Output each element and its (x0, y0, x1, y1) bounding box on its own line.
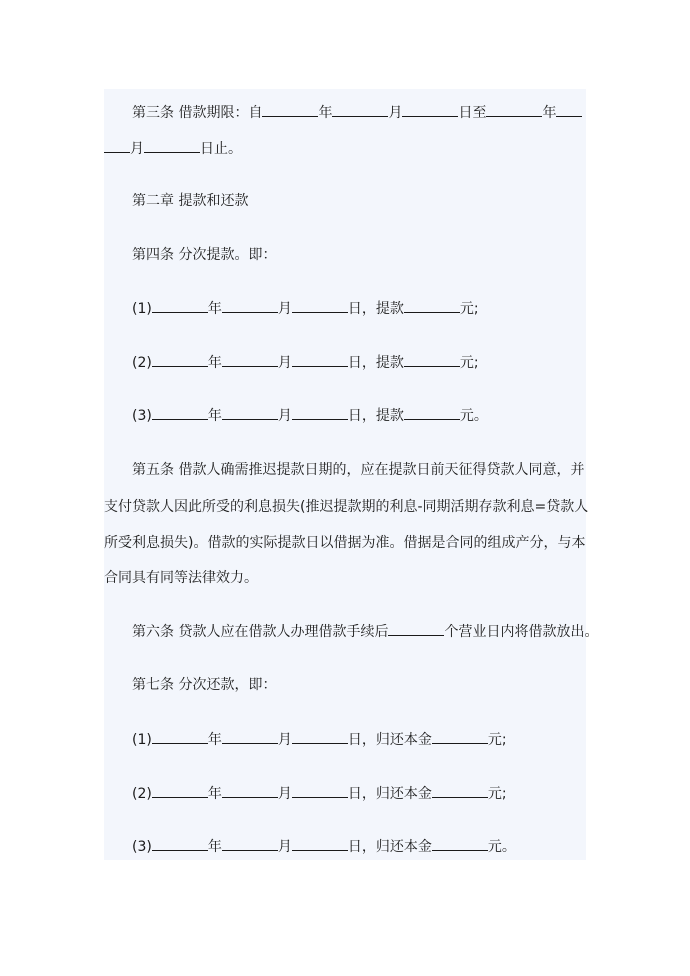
blank-field (292, 783, 348, 798)
year-label: 年 (207, 301, 222, 317)
blank-field (388, 621, 444, 636)
item-number: (1) (132, 301, 152, 317)
blank-field (222, 298, 278, 313)
month-label: 月 (277, 839, 292, 855)
blank-field (222, 405, 278, 420)
item-number: (1) (132, 732, 152, 748)
blank-field (432, 729, 488, 744)
drawdown-item-3 (132, 405, 488, 426)
year-label: 年 (542, 105, 557, 121)
blank-field (404, 352, 460, 367)
blank-field (152, 298, 208, 313)
chapter-2-heading: 第二章 提款和还款 (132, 193, 249, 209)
month-label: 月 (388, 105, 403, 121)
day-end-label: 日止。 (200, 141, 242, 157)
blank-field (432, 783, 488, 798)
year-label: 年 (207, 408, 222, 424)
drawdown-item-1 (132, 298, 479, 319)
article-3-line-1 (132, 102, 582, 123)
unit-label: 元; (459, 355, 479, 371)
blank-field (486, 102, 542, 117)
year-label: 年 (207, 732, 222, 748)
blank-field (292, 298, 348, 313)
blank-field (222, 729, 278, 744)
unit-label: 元; (487, 786, 507, 802)
blank-field (404, 298, 460, 313)
blank-field (404, 405, 460, 420)
day-repay-label: 日，归还本金 (347, 786, 432, 802)
blank-field (222, 783, 278, 798)
article-6 (132, 621, 598, 642)
blank-field (152, 729, 208, 744)
blank-field (262, 102, 318, 117)
article-5-line-2: 支付贷款人因此所受的利息损失(推迟提款期的利息-同期活期存款利息=贷款人 (104, 499, 589, 515)
blank-field (152, 352, 208, 367)
blank-field (292, 352, 348, 367)
blank-field (402, 102, 458, 117)
item-number: (2) (132, 786, 152, 802)
blank-field (292, 836, 348, 851)
repayment-item-3 (132, 836, 516, 857)
unit-label: 元; (487, 732, 507, 748)
repayment-item-2 (132, 783, 507, 804)
year-label: 年 (207, 355, 222, 371)
year-label: 年 (318, 105, 333, 121)
blank-field (152, 405, 208, 420)
year-label: 年 (207, 839, 222, 855)
item-number: (3) (132, 408, 152, 424)
blank-field (152, 836, 208, 851)
blank-field (432, 836, 488, 851)
article-3-prefix: 第三条 借款期限：自 (132, 105, 263, 121)
article-5-line-4: 合同具有同等法律效力。 (104, 570, 258, 586)
blank-field (144, 138, 200, 153)
blank-field (222, 836, 278, 851)
month-label: 月 (130, 141, 144, 157)
blank-field (152, 783, 208, 798)
drawdown-item-2 (132, 352, 479, 373)
month-label: 月 (277, 408, 292, 424)
day-repay-label: 日，归还本金 (347, 732, 432, 748)
blank-field (332, 102, 388, 117)
blank-field (556, 102, 582, 117)
item-number: (3) (132, 839, 152, 855)
article-3-line-2 (104, 138, 242, 159)
unit-label: 元。 (459, 408, 488, 424)
blank-field (292, 729, 348, 744)
item-number: (2) (132, 355, 152, 371)
blank-field (222, 352, 278, 367)
blank-field (104, 138, 130, 153)
article-4: 第四条 分次提款。即： (132, 247, 277, 263)
year-label: 年 (207, 786, 222, 802)
article-7: 第七条 分次还款，即： (132, 677, 277, 693)
day-drawdown-label: 日，提款 (347, 355, 404, 371)
day-drawdown-label: 日，提款 (347, 301, 404, 317)
month-label: 月 (277, 732, 292, 748)
article-6-suffix: 个营业日内将借款放出。 (444, 624, 599, 640)
day-drawdown-label: 日，提款 (347, 408, 404, 424)
month-label: 月 (277, 786, 292, 802)
unit-label: 元。 (487, 839, 516, 855)
article-6-prefix: 第六条 贷款人应在借款人办理借款手续后 (132, 624, 389, 640)
article-5-line-3: 所受利息损失)。借款的实际提款日以借据为准。借据是合同的组成产分，与本 (104, 535, 586, 551)
month-label: 月 (277, 301, 292, 317)
month-label: 月 (277, 355, 292, 371)
day-repay-label: 日，归还本金 (347, 839, 432, 855)
unit-label: 元; (459, 301, 479, 317)
article-5-line-1: 第五条 借款人确需推迟提款日期的，应在提款日前天征得贷款人同意，并 (132, 462, 585, 478)
day-to-label: 日至 (458, 105, 487, 121)
blank-field (292, 405, 348, 420)
repayment-item-1 (132, 729, 507, 750)
